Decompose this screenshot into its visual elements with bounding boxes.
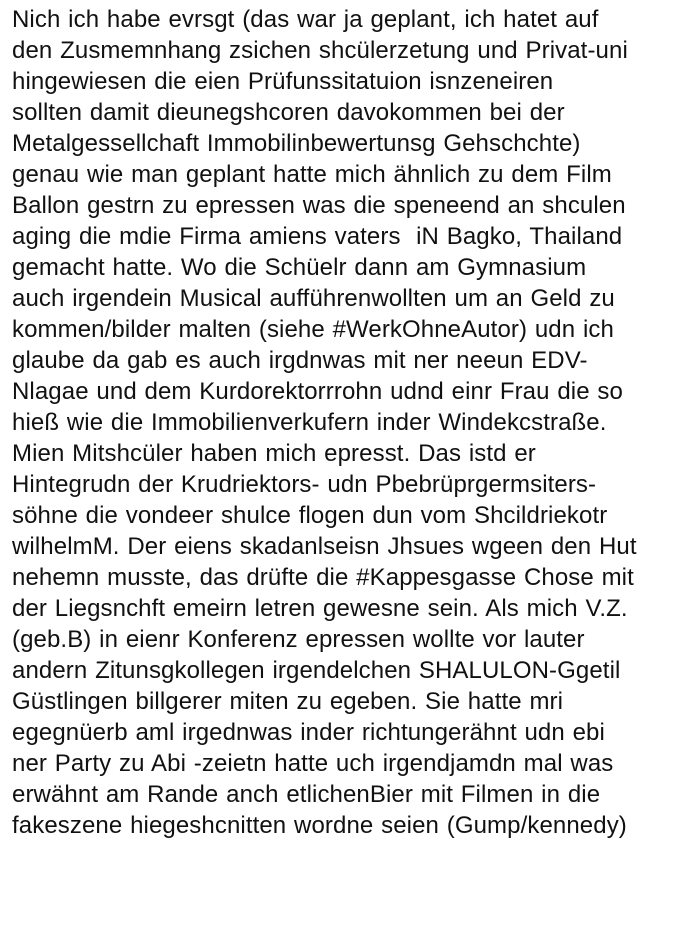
text-line-25: ner Party zu Abi -zeietn hatte uch irgendjamdn mal was (12, 750, 614, 777)
text-line-10: auch irgendein Musical aufführenwollten um an Geld zu (12, 285, 615, 312)
text-line-2: den Zusmemnhang zsichen shcülerzetung und Privat-uni (12, 37, 628, 64)
text-line-21: (geb.B) in eienr Konferenz epressen wollte vor lauter (12, 626, 585, 653)
text-line-16: Hintegrudn der Krudriektors- udn Pbebrüprgermsiters- (12, 471, 597, 498)
body-text (12, 0, 684, 841)
text-line-19: nehemn musste, das drüfte die #Kappesgasse Chose mit (12, 564, 634, 591)
text-line-4: sollten damit dieunegshcoren davokommen bei der (12, 99, 565, 126)
text-line-22: andern Zitunsgkollegen irgendelchen SHALULON-Ggetil (12, 657, 621, 684)
text-line-18: wilhelmM. Der eiens skadanlseisn Jhsues wgeen den Hut (12, 533, 637, 560)
text-line-5: Metalgessellchaft Immobilinbewertunsg Gehschchte) (12, 130, 581, 157)
text-line-20: der Liegsnchft emeirn letren gewesne sein. Als mich V.Z. (12, 595, 628, 622)
text-line-11: kommen/bilder malten (siehe #WerkOhneAutor) udn ich (12, 316, 614, 343)
text-line-8: aging die mdie Firma amiens vaters iN Bagko, Thailand (12, 223, 623, 250)
text-line-23: Güstlingen billgerer miten zu egeben. Sie hatte mri (12, 688, 564, 715)
text-line-12: glaube da gab es auch irgdnwas mit ner neeun EDV- (12, 347, 588, 374)
text-line-24: egegnüerb aml irgednwas inder richtungerähnt udn ebi (12, 719, 605, 746)
text-line-13: Nlagae und dem Kurdorektorrrohn udnd einr Frau die so (12, 378, 623, 405)
text-line-27: fakeszene hiegeshcnitten wordne seien (Gump/kennedy) (12, 812, 627, 839)
text-line-14: hieß wie die Immobilienverkufern inder Windekcstraße. (12, 409, 607, 436)
text-line-17: söhne die vondeer shulce flogen dun vom Shcildriekotr (12, 502, 608, 529)
text-line-15: Mien Mitshcüler haben mich epresst. Das istd er (12, 440, 536, 467)
text-line-9: gemacht hatte. Wo die Schüelr dann am Gymnasium (12, 254, 587, 281)
text-line-7: Ballon gestrn zu epressen was die speneend an shculen (12, 192, 626, 219)
text-line-1: Nich ich habe evrsgt (das war ja geplant, ich hatet auf (12, 6, 599, 33)
text-line-26: erwähnt am Rande anch etlichenBier mit Filmen in die (12, 781, 601, 808)
text-line-3: hingewiesen die eien Prüfunssitatuion isnzeneiren (12, 68, 554, 95)
text-line-6: genau wie man geplant hatte mich ähnlich zu dem Film (12, 161, 612, 188)
